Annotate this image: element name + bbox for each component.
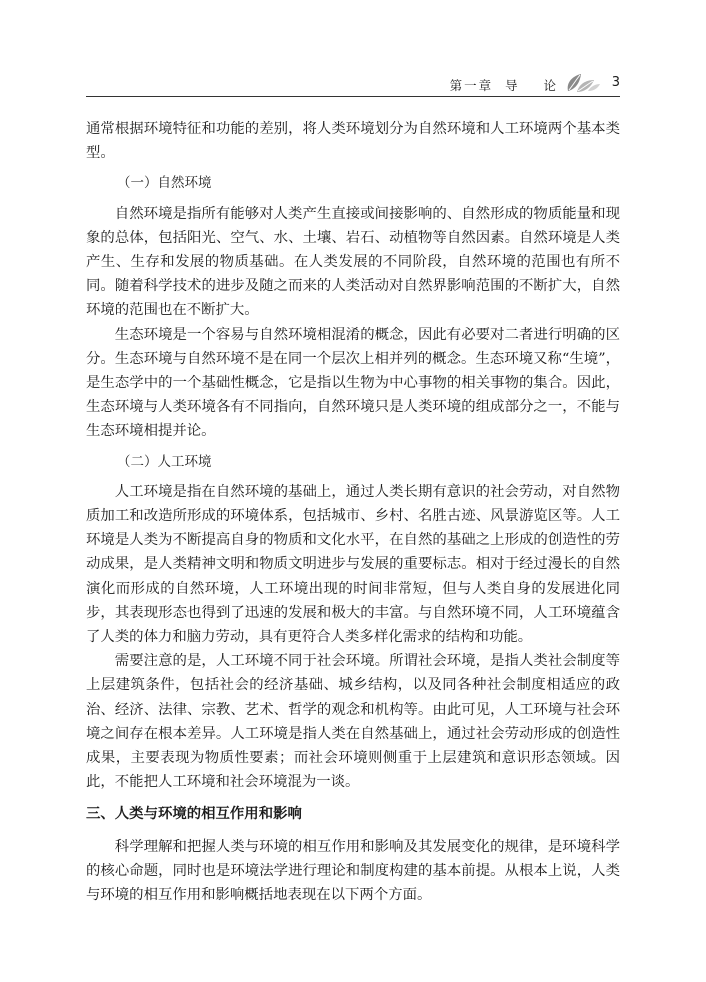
leaf-logo-icon [564,72,602,94]
subheading-natural-environment: （一）自然环境 [117,175,212,192]
page-body [86,117,620,907]
chapter-title: 第一章 导 论 [449,78,558,93]
section-heading-interaction: 三、人类与环境的相互作用和影响 [86,806,302,823]
paragraph-interaction: 科学理解和把握人类与环境的相互作用和影响及其发展变化的规律，是环境科学的核心命题，同时也是环境法学进行理论和制度构建的基本前提。从根本上说，人类与环境的相互作用和影响概括地表现在以下两个方面。 [86,838,620,904]
paragraph-natural-environment: 自然环境是指所有能够对人类产生直接或间接影响的、自然形成的物质能量和现象的总体，包括阳光、空气、水、土壤、岩石、动植物等自然因素。自然环境是人类产生、生存和发展的物质基础。在人类发展的不同阶段，自然环境的范围也有所不同。随着科学技术的进步及随之而来的人类活动对自然界影响范围的不断扩大，自然环境的范围也在不断扩大。 [86,205,620,319]
paragraph-artificial-environment: 人工环境是指在自然环境的基础上，通过人类长期有意识的社会劳动，对自然物质加工和改造所形成的环境体系，包括城市、乡村、名胜古迹、风景游览区等。人工环境是人类为不断提高自身的物质和文化水平，在自然的基础之上形成的创造性的劳动成果，是人类精神文明和物质文明进步与发展的重要标志。相对于经过漫长的自然演化而形成的自然环境，人工环境出现的时间非常短，但与人类自身的发展进化同步，其表现形态也得到了迅速的发展和极大的丰富。与自然环境不同，人工环境蕴含了人类的体力和脑力劳动，具有更符合人类多样化需求的结构和功能。 [86,483,620,646]
page-number: 3 [611,75,620,90]
subheading-artificial-environment: （二）人工环境 [117,453,212,470]
paragraph-intro: 通常根据环境特征和功能的差别，将人类环境划分为自然环境和人工环境两个基本类型。 [86,121,620,162]
paragraph-ecological-environment: 生态环境是一个容易与自然环境相混淆的概念，因此有必要对二者进行明确的区分。生态环境与自然环境不是在同一个层次上相并列的概念。生态环境又称“生境”，是生态学中的一个基础性概念，它是指以生物为中心事物的相关事物的集合。因此，生态环境与人类环境各有不同指向，自然环境只是人类环境的组成部分之一，不能与生态环境相提并论。 [86,326,620,440]
paragraph-social-environment: 需要注意的是，人工环境不同于社会环境。所谓社会环境，是指人类社会制度等上层建筑条件，包括社会的经济基础、城乡结构，以及同各种社会制度相适应的政治、经济、法律、宗教、艺术、哲学的观念和机构等。由此可见，人工环境与社会环境之间存在根本差异。人工环境是指人类在自然基础上，通过社会劳动形成的创造性成果，主要表现为物质性要素；而社会环境则侧重于上层建筑和意识形态领域。因此，不能把人工环境和社会环境混为一谈。 [86,653,620,791]
running-header [86,72,620,97]
